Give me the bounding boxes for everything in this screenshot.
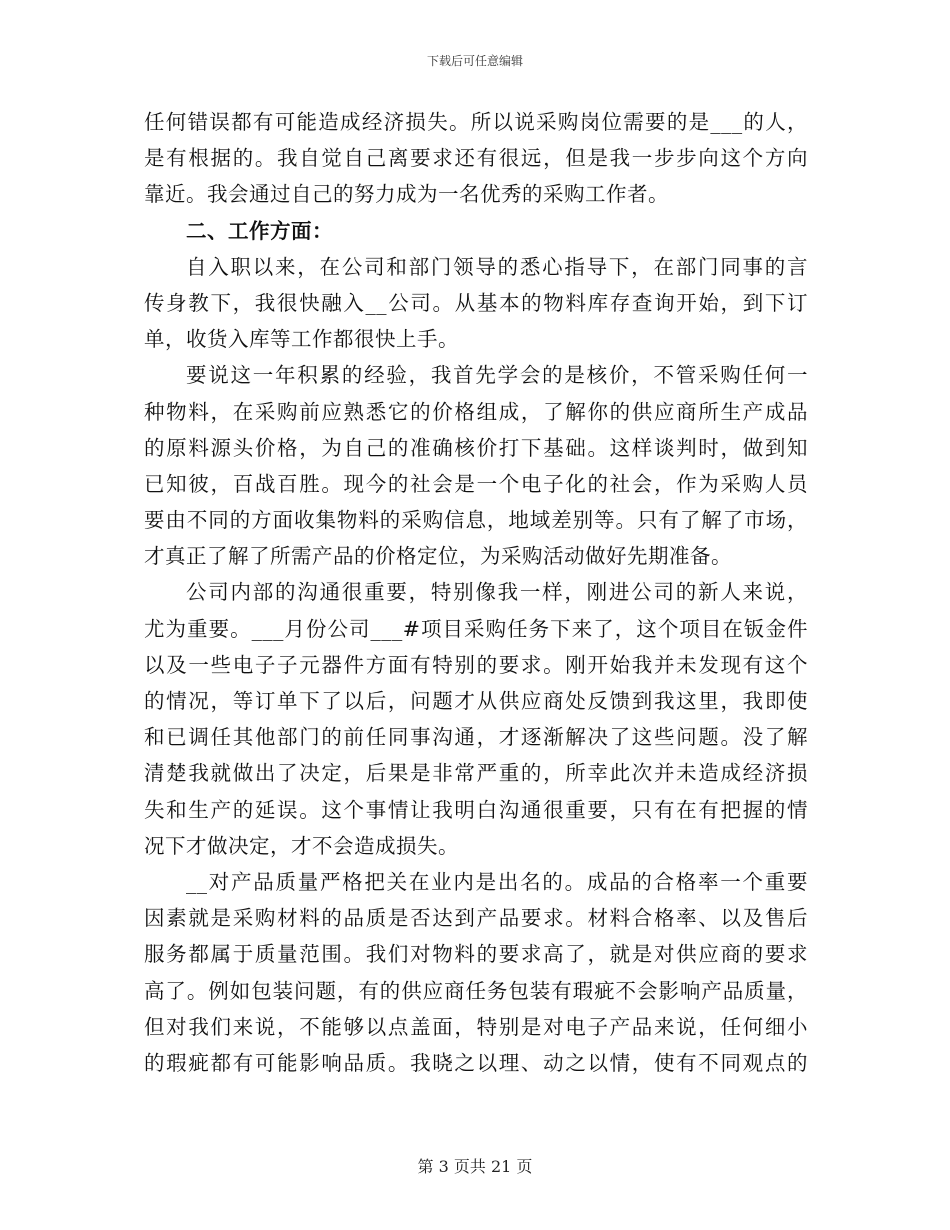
text-line: 靠近。我会通过自己的努力成为一名优秀的采购工作者。: [144, 182, 669, 207]
text-line: 公司内部的沟通很重要，特别像我一样，刚进公司的新人来说，: [186, 580, 808, 605]
text-line: 失和生产的延误。这个事情让我明白沟通很重要，只有在有把握的情: [144, 797, 808, 822]
text-line: 才真正了解了所需产品的价格定位，为采购活动做好先期准备。: [144, 544, 732, 569]
text-line: 服务都属于质量范围。我们对物料的要求高了，就是对供应商的要求: [144, 942, 808, 967]
text-line: 自入职以来，在公司和部门领导的悉心指导下，在部门同事的言: [186, 254, 808, 279]
text-line: 的原料源头价格，为自己的准确核价打下基础。这样谈判时，做到知: [144, 435, 808, 460]
text-line: __对产品质量严格把关在业内是出名的。成品的合格率一个重要: [186, 869, 808, 894]
text-line: 已知彼，百战百胜。现今的社会是一个电子化的社会，作为采购人员: [144, 471, 808, 496]
text-line: 清楚我就做出了决定，后果是非常严重的，所幸此次并未造成经济损: [144, 761, 808, 786]
page-number: 第 3 页共 21 页: [417, 1157, 533, 1176]
text-line: 要说这一年积累的经验，我首先学会的是核价，不管采购任何一: [186, 363, 808, 388]
text-line: 况下才做决定，才不会造成损失。: [144, 833, 459, 858]
text-line: 的瑕疵都有可能影响品质。我晓之以理、动之以情，使有不同观点的: [144, 1050, 808, 1075]
text-line: 传身教下，我很快融入__公司。从基本的物料库存查询开始，到下订: [144, 290, 808, 315]
text-line: 任何错误都有可能造成经济损失。所以说采购岗位需要的是___的人，: [144, 110, 808, 134]
section-heading: 二、工作方面：: [186, 218, 333, 243]
page-header: 下载后可任意编辑: [426, 54, 523, 68]
text-line: 种物料，在采购前应熟悉它的价格组成，了解你的供应商所生产成品: [144, 399, 808, 424]
text-line: 和已调任其他部门的前任同事沟通，才逐渐解决了这些问题。没了解: [144, 725, 808, 750]
text-line: 是有根据的。我自觉自己离要求还有很远，但是我一步步向这个方向: [144, 146, 808, 171]
text-line: 尤为重要。___月份公司___#项目采购任务下来了，这个项目在钣金件: [144, 616, 808, 641]
text-line: 要由不同的方面收集物料的采购信息，地域差别等。只有了解了市场，: [144, 508, 808, 533]
text-line: 但对我们来说，不能够以点盖面，特别是对电子产品来说，任何细小: [144, 1014, 808, 1039]
text-line: 高了。例如包装问题，有的供应商任务包装有瑕疵不会影响产品质量，: [144, 978, 808, 1003]
text-line: 单，收货入库等工作都很快上手。: [144, 327, 459, 352]
text-line: 因素就是采购材料的品质是否达到产品要求。材料合格率、以及售后: [144, 906, 808, 931]
document-body: [144, 104, 808, 1081]
text-line: 的情况，等订单下了以后，问题才从供应商处反馈到我这里，我即使: [144, 689, 808, 713]
text-line: 以及一些电子子元器件方面有特别的要求。刚开始我并未发现有这个: [144, 652, 808, 677]
